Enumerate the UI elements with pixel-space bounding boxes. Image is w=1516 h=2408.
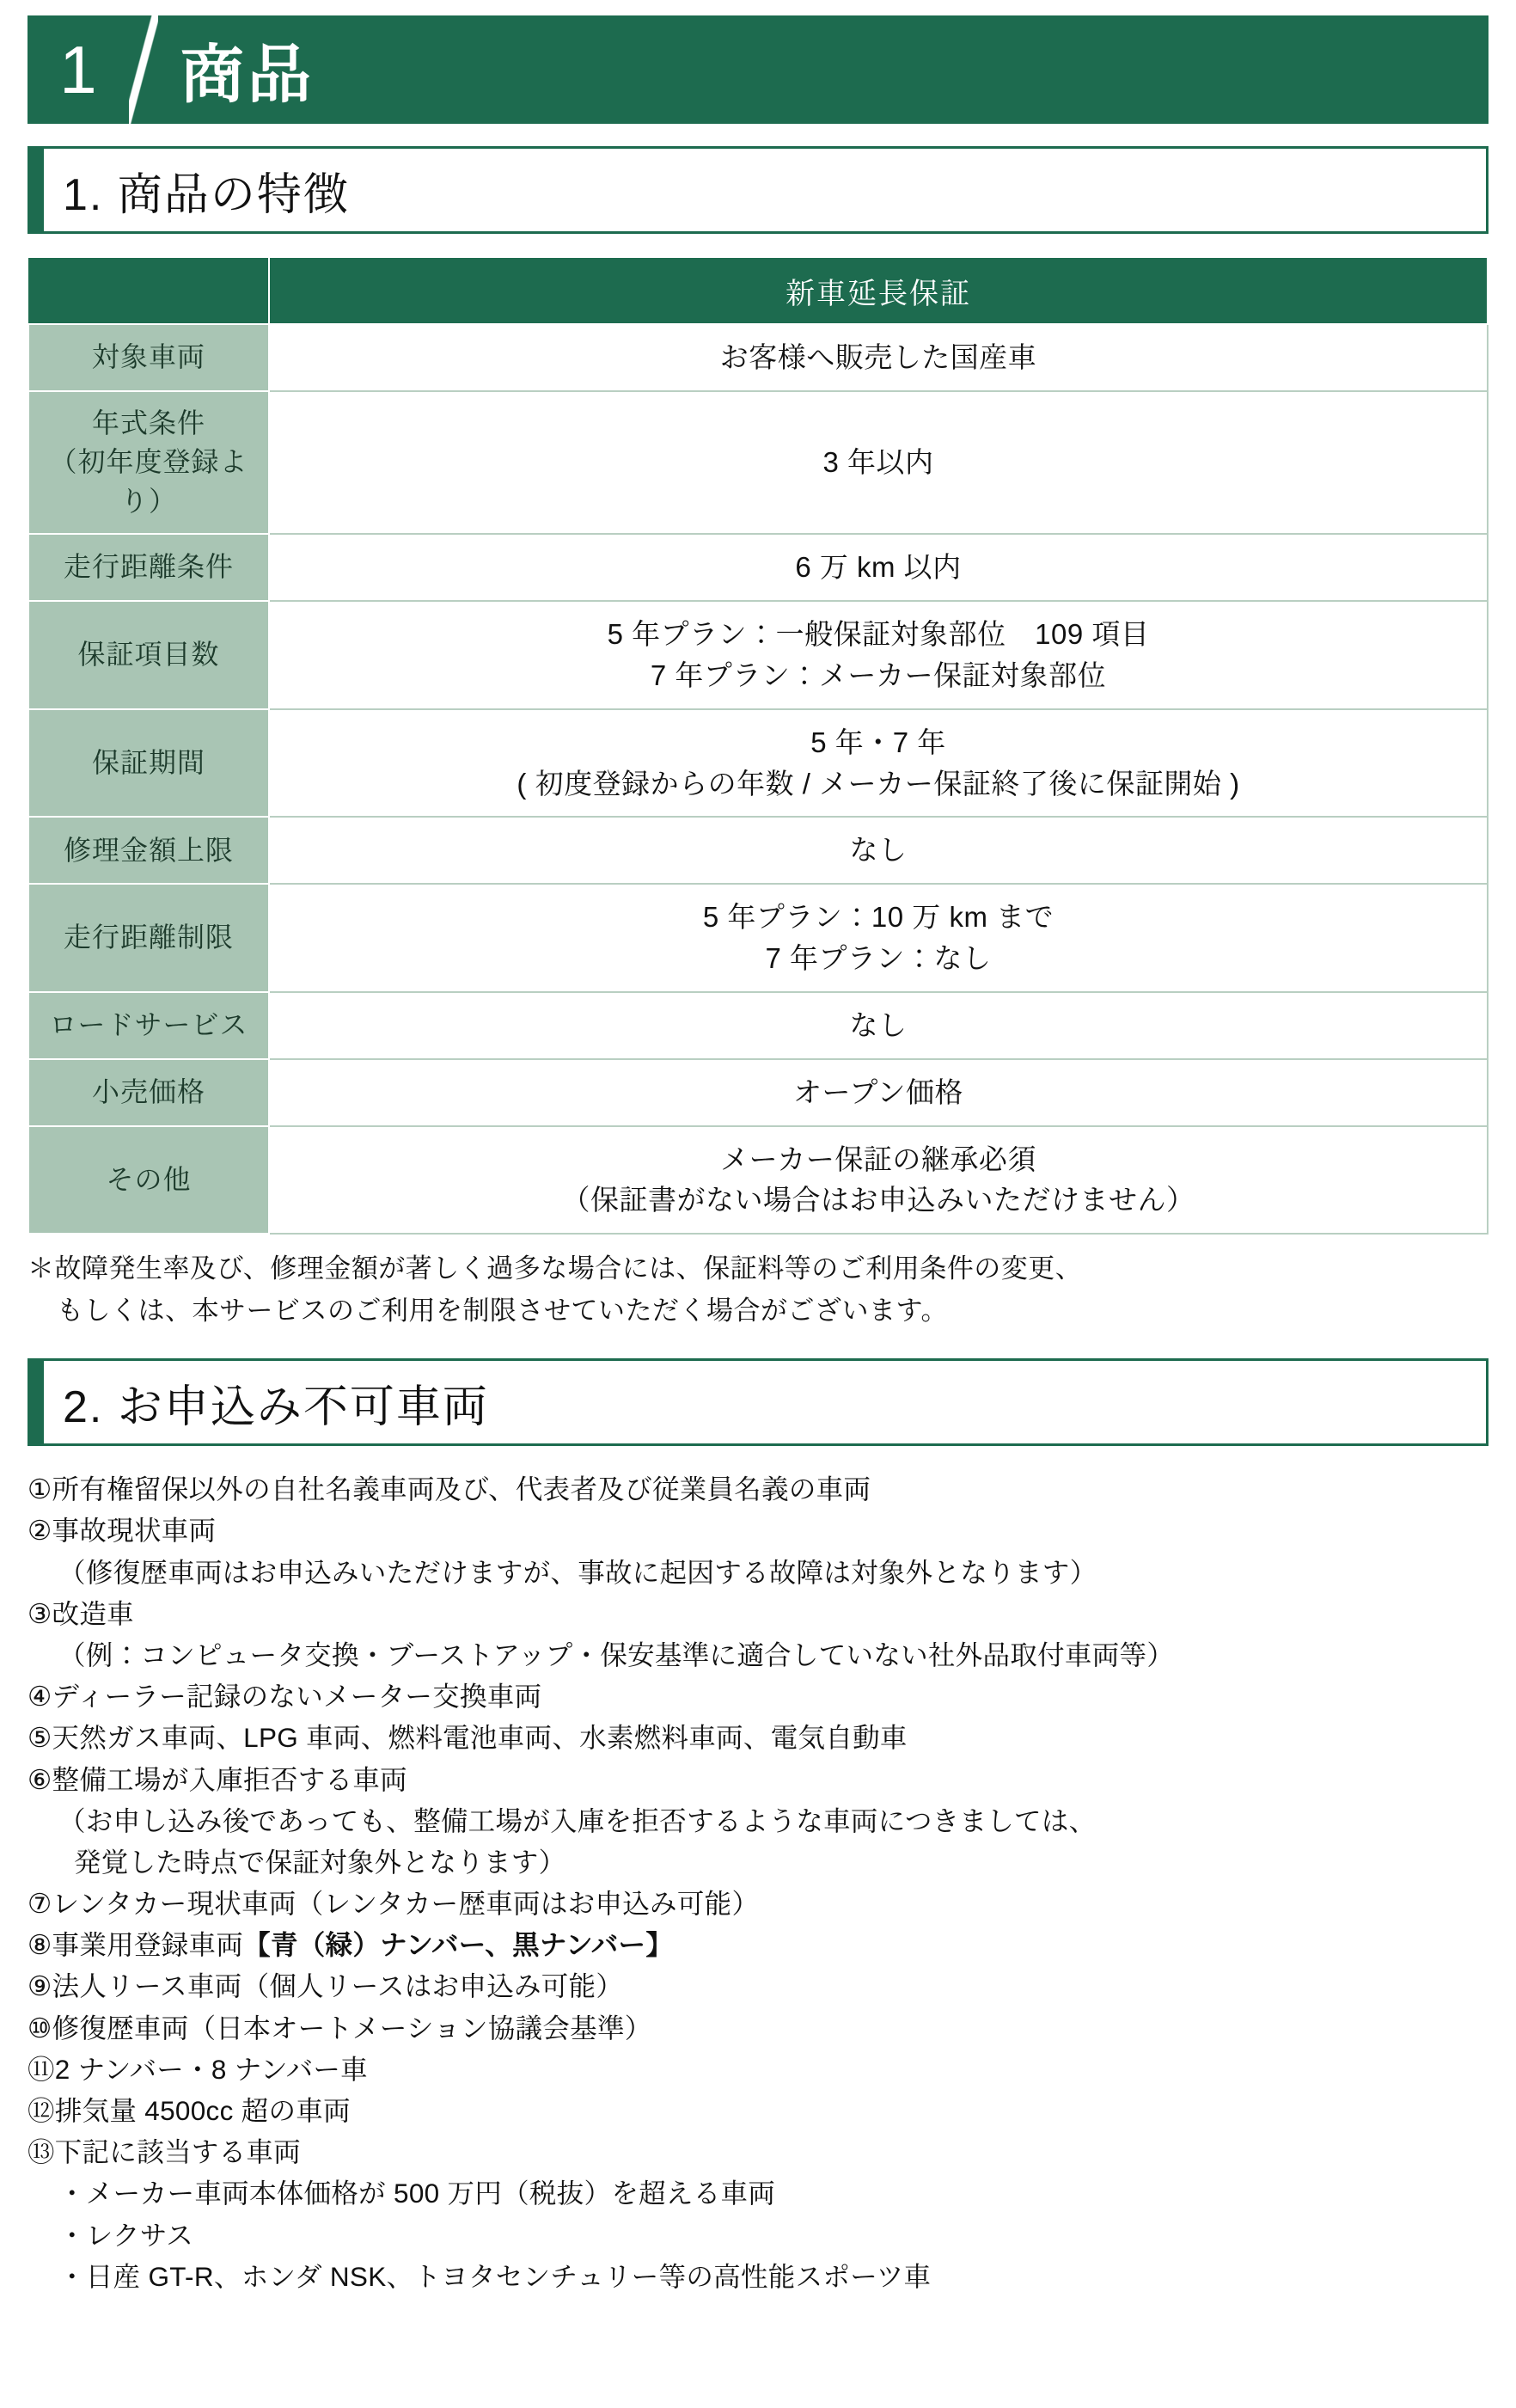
table-row-label: 走行距離条件 bbox=[28, 534, 269, 601]
table-row-value: 5 年プラン：一般保証対象部位 109 項目 7 年プラン：メーカー保証対象部位 bbox=[269, 601, 1488, 709]
list-item: ・日産 GT-R、ホンダ NSK、トヨタセンチュリー等の高性能スポーツ車 bbox=[58, 2260, 932, 2292]
list-item: ⑬下記に該当する車両 bbox=[28, 2136, 302, 2168]
table-row-label: 小売価格 bbox=[28, 1059, 269, 1126]
table-row bbox=[28, 324, 1488, 391]
list-item: ⑩修復歴車両（日本オートメーション協議会基準） bbox=[28, 2012, 652, 2043]
section-1-heading bbox=[28, 146, 1488, 234]
list-item: ⑫排気量 4500cc 超の車両 bbox=[28, 2095, 351, 2127]
list-item: ⑧事業用登録車両【青（緑）ナンバー、黒ナンバー】 bbox=[28, 1929, 674, 1961]
note-line-1: ＊故障発生率及び、修理金額が著しく過多な場合には、保証料等のご利用条件の変更、 bbox=[28, 1253, 1083, 1284]
table-row-label: 対象車両 bbox=[28, 324, 269, 391]
table-row-value: オープン価格 bbox=[269, 1059, 1488, 1126]
table-row-label: その他 bbox=[28, 1126, 269, 1235]
list-item: ①所有権留保以外の自社名義車両及び、代表者及び従業員名義の車両 bbox=[28, 1474, 871, 1505]
table-row bbox=[28, 817, 1488, 884]
table-row-value: 5 年・7 年 ( 初度登録からの年数 / メーカー保証終了後に保証開始 ) bbox=[269, 709, 1488, 818]
chapter-title: 商品 bbox=[180, 39, 315, 110]
table-row-label: 保証項目数 bbox=[28, 601, 269, 709]
note-line-2: もしくは、本サービスのご利用を制限させていただく場合がございます。 bbox=[57, 1296, 949, 1327]
ineligible-vehicle-list bbox=[28, 1468, 1488, 2297]
table-row-label: 年式条件 （初年度登録より） bbox=[28, 391, 269, 534]
list-item: ・レクサス bbox=[58, 2219, 194, 2251]
table-header-main: 新車延長保証 bbox=[269, 257, 1488, 324]
list-item: （お申し込み後であっても、整備工場が入庫を拒否するような車両につきましては、 bbox=[58, 1804, 1097, 1836]
table-row-label: 修理金額上限 bbox=[28, 817, 269, 884]
section-1-title: 1. 商品の特徴 bbox=[63, 169, 350, 220]
section-2-heading bbox=[28, 1358, 1488, 1446]
table-row bbox=[28, 601, 1488, 709]
table-row bbox=[28, 534, 1488, 601]
table-header-blank bbox=[28, 257, 269, 324]
chapter-header bbox=[28, 15, 1488, 124]
list-item: （例：コンピュータ交換・ブーストアップ・保安基準に適合していない社外品取付車両等） bbox=[58, 1639, 1175, 1670]
table-row bbox=[28, 1126, 1488, 1235]
section-accent-bar bbox=[30, 1361, 44, 1443]
list-item: ⑪2 ナンバー・8 ナンバー車 bbox=[28, 2053, 368, 2085]
chapter-number: 1 bbox=[59, 31, 97, 107]
table-row bbox=[28, 709, 1488, 818]
chapter-divider-icon bbox=[129, 15, 158, 124]
table-row-value: お客様へ販売した国産車 bbox=[269, 324, 1488, 391]
list-item: ⑥整備工場が入庫拒否する車両 bbox=[28, 1763, 407, 1795]
feature-table-note bbox=[28, 1248, 1488, 1333]
table-body bbox=[28, 324, 1488, 1234]
table-row-value: なし bbox=[269, 817, 1488, 884]
table-row bbox=[28, 391, 1488, 534]
table-row bbox=[28, 884, 1488, 992]
table-row-value: メーカー保証の継承必須 （保証書がない場合はお申込みいただけません） bbox=[269, 1126, 1488, 1235]
table-row-label: ロードサービス bbox=[28, 992, 269, 1059]
table-row-value: なし bbox=[269, 992, 1488, 1059]
table-header-row bbox=[28, 257, 1488, 324]
table-row bbox=[28, 1059, 1488, 1126]
table-row-value: 6 万 km 以内 bbox=[269, 534, 1488, 601]
list-item: ⑨法人リース車両（個人リースはお申込み可能） bbox=[28, 1970, 624, 2002]
list-item: 発覚した時点で保証対象外となります） bbox=[74, 1846, 566, 1878]
table-row-label: 保証期間 bbox=[28, 709, 269, 818]
list-item: ⑦レンタカー現状車両（レンタカー歴車両はお申込み可能） bbox=[28, 1888, 760, 1920]
list-item: ④ディーラー記録のないメーター交換車両 bbox=[28, 1681, 542, 1713]
table-row bbox=[28, 992, 1488, 1059]
product-feature-table bbox=[28, 256, 1488, 1235]
table-row-value: 3 年以内 bbox=[269, 391, 1488, 534]
section-accent-bar bbox=[30, 149, 44, 231]
list-item: ⑤天然ガス車両、LPG 車両、燃料電池車両、水素燃料車両、電気自動車 bbox=[28, 1722, 908, 1754]
list-item: ・メーカー車両本体価格が 500 万円（税抜）を超える車両 bbox=[58, 2178, 776, 2209]
list-item: ③改造車 bbox=[28, 1597, 134, 1629]
table-row-label: 走行距離制限 bbox=[28, 884, 269, 992]
table-row-value: 5 年プラン：10 万 km まで 7 年プラン：なし bbox=[269, 884, 1488, 992]
list-item: ②事故現状車両 bbox=[28, 1515, 217, 1547]
list-item: （修復歴車両はお申込みいただけますが、事故に起因する故障は対象外となります） bbox=[58, 1556, 1097, 1588]
section-2-title: 2. お申込み不可車両 bbox=[63, 1382, 489, 1432]
